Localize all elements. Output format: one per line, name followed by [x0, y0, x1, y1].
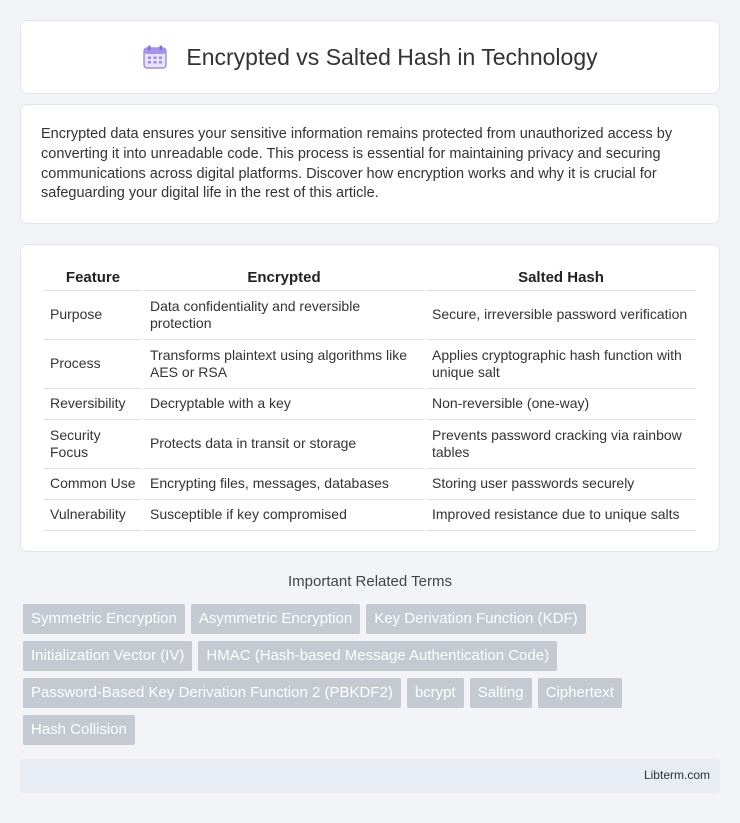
table-cell: Applies cryptographic hash function with unique salt	[426, 340, 696, 389]
tag-symmetric-encryption[interactable]: Symmetric Encryption	[23, 604, 185, 634]
column-header-salted-hash: Salted Hash	[426, 265, 696, 291]
tag-bcrypt[interactable]: bcrypt	[407, 678, 464, 708]
table-cell: Non-reversible (one-way)	[426, 389, 696, 420]
tag-hash-collision[interactable]: Hash Collision	[23, 715, 135, 745]
footer	[20, 759, 720, 793]
table-cell: Prevents password cracking via rainbow tables	[426, 420, 696, 469]
tag-hmac[interactable]: HMAC (Hash-based Message Authentication Code)	[198, 641, 557, 671]
tag-initialization-vector[interactable]: Initialization Vector (IV)	[23, 641, 192, 671]
table-cell: Reversibility	[44, 389, 142, 420]
table-cell: Secure, irreversible password verification	[426, 291, 696, 340]
table-cell: Purpose	[44, 291, 142, 340]
table-cell: Susceptible if key compromised	[144, 500, 424, 531]
table-row	[44, 340, 696, 389]
tag-kdf[interactable]: Key Derivation Function (KDF)	[366, 604, 585, 634]
table-cell: Transforms plaintext using algorithms like AES or RSA	[144, 340, 424, 389]
column-header-encrypted: Encrypted	[144, 265, 424, 291]
tag-asymmetric-encryption[interactable]: Asymmetric Encryption	[191, 604, 360, 634]
table-cell: Encrypting files, messages, databases	[144, 469, 424, 500]
table-row	[44, 291, 696, 340]
table-cell: Decryptable with a key	[144, 389, 424, 420]
intro-card	[20, 104, 720, 224]
table-row	[44, 389, 696, 420]
related-terms-list	[23, 604, 703, 745]
table-cell: Improved resistance due to unique salts	[426, 500, 696, 531]
table-cell: Protects data in transit or storage	[144, 420, 424, 469]
table-cell: Security Focus	[44, 420, 142, 469]
table-cell: Process	[44, 340, 142, 389]
table-row	[44, 469, 696, 500]
table-cell: Storing user passwords securely	[426, 469, 696, 500]
table-cell: Common Use	[44, 469, 142, 500]
table-header-row	[44, 265, 696, 291]
table-cell: Vulnerability	[44, 500, 142, 531]
table-row	[44, 500, 696, 531]
page-title: Encrypted vs Salted Hash in Technology	[186, 43, 598, 70]
comparison-table	[42, 265, 698, 531]
tag-salting[interactable]: Salting	[470, 678, 532, 708]
calendar-icon	[142, 44, 168, 70]
comparison-table-card	[20, 244, 720, 552]
tag-ciphertext[interactable]: Ciphertext	[538, 678, 622, 708]
footer-brand-link[interactable]: Libterm.com	[643, 768, 710, 782]
column-header-feature: Feature	[44, 265, 142, 291]
header-card	[20, 20, 720, 94]
table-row	[44, 420, 696, 469]
intro-text: Encrypted data ensures your sensitive information remains protected from unauthorized access by converting it into unreadable code. This process is essential for maintaining privacy and securing communications across digital platforms. Discover how encryption works and why it is crucial for safeguarding your digital life in the rest of this article.	[41, 126, 673, 202]
tag-pbkdf2[interactable]: Password-Based Key Derivation Function 2 (PBKDF2)	[23, 678, 401, 708]
table-cell: Data confidentiality and reversible protection	[144, 291, 424, 340]
related-terms-heading: Important Related Terms	[288, 573, 452, 590]
